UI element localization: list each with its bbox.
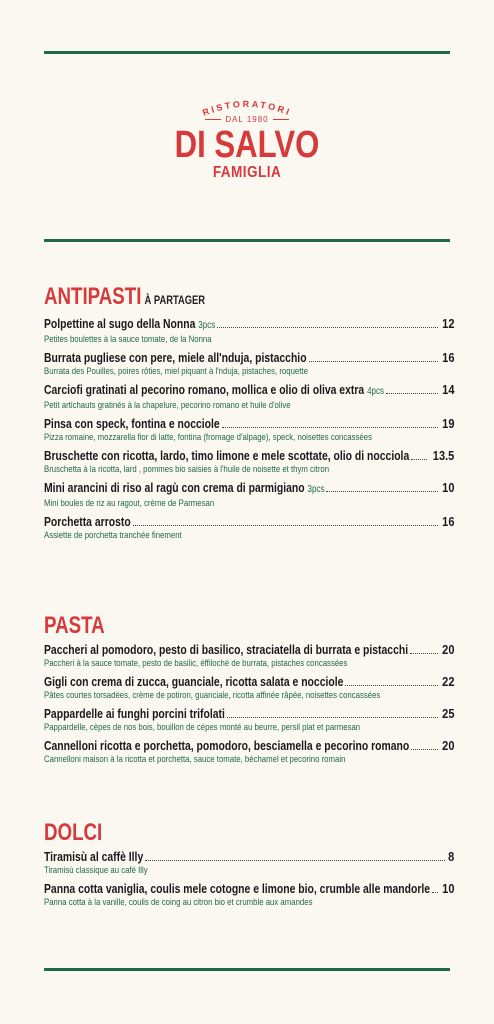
dish-quantity: 3pcs [198,320,216,331]
menu-item [44,849,454,877]
dot-leader [432,892,437,893]
menu-item [44,480,454,510]
menu-item-line [44,350,454,366]
menu-item-line [44,480,454,498]
dot-leader [410,653,437,654]
top-divider [44,51,450,54]
section-dolci [44,820,454,913]
menu-item [44,706,454,734]
dish-name: Polpettine al sugo della Nonna 3pcs [44,316,216,331]
dish-description: Mini boules de riz au ragout, crème de Parmesan [44,498,215,509]
dot-leader [386,393,438,394]
dish-price: 22 [441,674,454,689]
dish-price: 16 [441,514,454,529]
since-label [0,115,494,124]
dot-leader [326,491,437,492]
dish-name: Gigli con crema di zucca, guanciale, ricotta salata e nocciole [44,674,344,689]
menu-item-line [44,382,454,400]
dish-name: Burrata pugliese con pere, miele all'nduja, pistacchio [44,350,307,365]
section-subtitle: À PARTAGER [144,293,206,307]
menu-item [44,350,454,378]
section-title: ANTIPASTI À PARTAGER [44,283,206,310]
dish-price: 10 [441,881,454,896]
svg-text:RISTORATORI: RISTORATORI [201,98,293,118]
dot-leader [227,717,438,718]
dish-price: 16 [441,350,454,365]
dot-leader [222,427,438,428]
menu-item-line [44,706,454,722]
section-pasta [44,613,454,770]
bottom-divider [44,968,450,971]
section-antipasti [44,284,454,546]
dish-name: Pappardelle ai funghi porcini trifolati [44,706,225,721]
dish-description: Cannelloni maison à la ricotta et porchetta, sauce tomate, béchamel et pecorino romain [44,754,346,765]
dish-name: Paccheri al pomodoro, pesto di basilico, straciatella di burrata e pistacchi [44,642,409,657]
dot-leader [411,459,426,460]
dish-quantity: 3pcs [307,484,325,495]
menu-item-line [44,448,454,464]
dish-name: Panna cotta vaniglia, coulis mele cotogne e limone bio, crumble alle mandorle [44,881,431,896]
brand-subname: FAMIGLIA [212,164,282,181]
menu-item-line [44,674,454,690]
dot-leader [309,361,438,362]
dish-price: 10 [441,480,454,495]
dish-description: Pappardelle, cèpes de nos bois, bouillon de cèpes monté au beurre, persil plat et parmesan [44,722,361,733]
menu-item [44,674,454,702]
dish-price: 8 [447,849,454,864]
dish-description: Bruschetta à la ricotta, lard , pommes bio saisies à l'huile de noisette et thym citron [44,464,330,475]
dish-name: Porchetta arrosto [44,514,131,529]
dish-price: 20 [441,738,454,753]
menu-item [44,416,454,444]
dish-name: Carciofi gratinati al pecorino romano, mollica e olio di oliva extra 4pcs [44,382,384,397]
menu-item [44,316,454,346]
dish-price: 19 [441,416,454,431]
dish-name: Cannelloni ricotta e porchetta, pomodoro, besciamella e pecorino romano [44,738,410,753]
dish-description: Panna cotta à la vanille, coulis de coing au citron bio et crumble aux amandes [44,897,313,908]
dish-price: 20 [441,642,454,657]
dish-price: 14 [441,382,454,397]
dot-leader [411,749,437,750]
logo-divider [44,239,450,242]
restaurant-logo [0,95,494,182]
dot-leader [133,525,438,526]
menu-item-line [44,514,454,530]
dish-description: Pizza romaine, mozzarella fior di latte, fontina (fromage d'alpage), speck, noisettes concassées [44,432,372,443]
dish-description: Paccheri à la sauce tomate, pesto de basilic, éffiloché de burrata, pistaches concassées [44,658,348,669]
dish-price: 25 [441,706,454,721]
dish-description: Petites boulettes à la sauce tomate, de la Nonna [44,334,212,345]
since-text: DAL 1980 [225,115,269,124]
dot-leader [345,685,437,686]
menu-item [44,881,454,909]
menu-item [44,448,454,476]
dish-name: Pinsa con speck, fontina e nocciole [44,416,220,431]
menu-item-line [44,881,454,897]
menu-item [44,738,454,766]
dish-description: Pâtes courtes torsadées, crème de potiron, guanciale, ricotta affinée râpée, noisettes concassées [44,690,381,701]
dish-description: Tiramisù classique au café Illy [44,865,148,876]
menu-item-line [44,738,454,754]
dot-leader [145,860,445,861]
menu-item-line [44,416,454,432]
dish-quantity: 4pcs [367,386,384,397]
brand-name: DI SALVO [174,124,320,166]
dish-description: Assiette de porchetta tranchée finement [44,530,182,541]
section-title: PASTA [44,612,105,639]
menu-item-line [44,642,454,658]
menu-item [44,642,454,670]
dish-price: 12 [441,316,454,331]
dish-description: Petit artichauts gratinés à la chapelure, pecorino romano et huile d'olive [44,400,291,411]
dish-name: Tiramisù al caffè Illy [44,849,144,864]
menu-item [44,382,454,412]
menu-item-line [44,849,454,865]
menu-item [44,514,454,542]
dish-name: Bruschette con ricotta, lardo, timo limone e mele scottate, olio di nocciola [44,448,410,463]
dish-name: Mini arancini di riso al ragù con crema di parmigiano 3pcs [44,480,325,495]
menu-item-line [44,316,454,334]
dish-description: Burrata des Pouilles, poires rôties, miel piquant à l'nduja, pistaches, roquette [44,366,308,377]
section-title: DOLCI [44,819,103,846]
dish-price: 13.5 [432,448,454,463]
dot-leader [217,327,437,328]
